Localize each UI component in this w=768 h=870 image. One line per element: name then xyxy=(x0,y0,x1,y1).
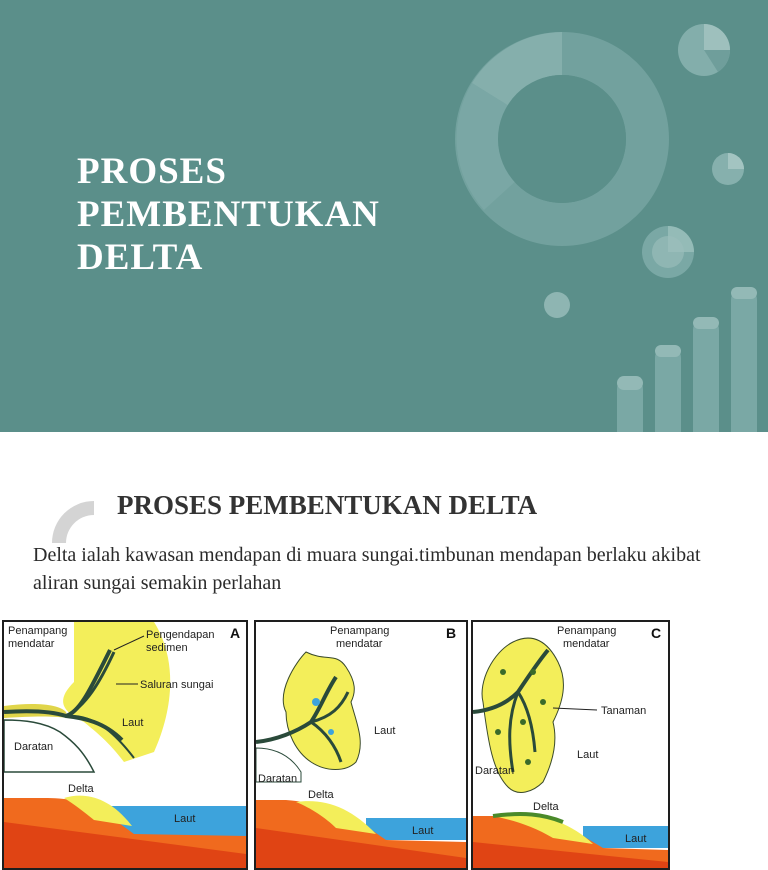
label-laut-a: Laut xyxy=(122,717,144,729)
label-delta-a: Delta xyxy=(68,783,94,795)
label-delta-b: Delta xyxy=(308,789,334,801)
label-penampang-a: Penampang mendatar xyxy=(8,625,68,650)
label-laut-c: Laut xyxy=(577,749,599,761)
content-area xyxy=(0,432,768,866)
label-laut-section-b: Laut xyxy=(412,825,434,837)
label-saluran-a: Saluran sungai xyxy=(140,679,214,691)
label-laut-section-c: Laut xyxy=(625,833,647,845)
panel-letter-a: A xyxy=(230,625,241,641)
label-daratan-a: Daratan xyxy=(14,741,54,753)
delta-diagram-c xyxy=(473,622,668,868)
label-pengendapan-a: Pengendapan sedimen xyxy=(146,629,215,654)
decorative-circles xyxy=(440,0,768,432)
label-penampang-c: Penampang mendatar xyxy=(557,625,617,650)
label-laut-section-a: Laut xyxy=(174,813,196,825)
quarter-circle-decoration xyxy=(52,501,96,545)
label-daratan-b: Daratan xyxy=(258,773,298,785)
label-tanaman-c: Tanaman xyxy=(601,705,647,717)
label-delta-c: Delta xyxy=(533,801,559,813)
title-line-1: PROSES xyxy=(77,151,227,192)
figure-panel-b xyxy=(254,620,468,870)
panel-letter-b: B xyxy=(446,625,457,641)
title-line-3: DELTA xyxy=(77,237,204,278)
title-line-2: PEMBENTUKAN xyxy=(77,194,380,235)
label-laut-b: Laut xyxy=(374,725,396,737)
title-banner xyxy=(0,0,768,432)
figure-panel-a xyxy=(2,620,248,870)
label-penampang-b: Penampang mendatar xyxy=(330,625,390,650)
label-daratan-c: Daratan xyxy=(475,765,515,777)
panel-letter-c: C xyxy=(651,625,662,641)
delta-diagram-b xyxy=(256,622,466,868)
slide-title xyxy=(77,150,380,279)
body-paragraph: Delta ialah kawasan mendapan di muara sungai.timbunan mendapan berlaku akibat aliran sungai semakin perlahan xyxy=(33,544,701,594)
delta-diagram-a xyxy=(4,622,246,868)
section-heading: PROSES PEMBENTUKAN DELTA xyxy=(117,490,538,520)
figure-panel-c xyxy=(471,620,670,870)
